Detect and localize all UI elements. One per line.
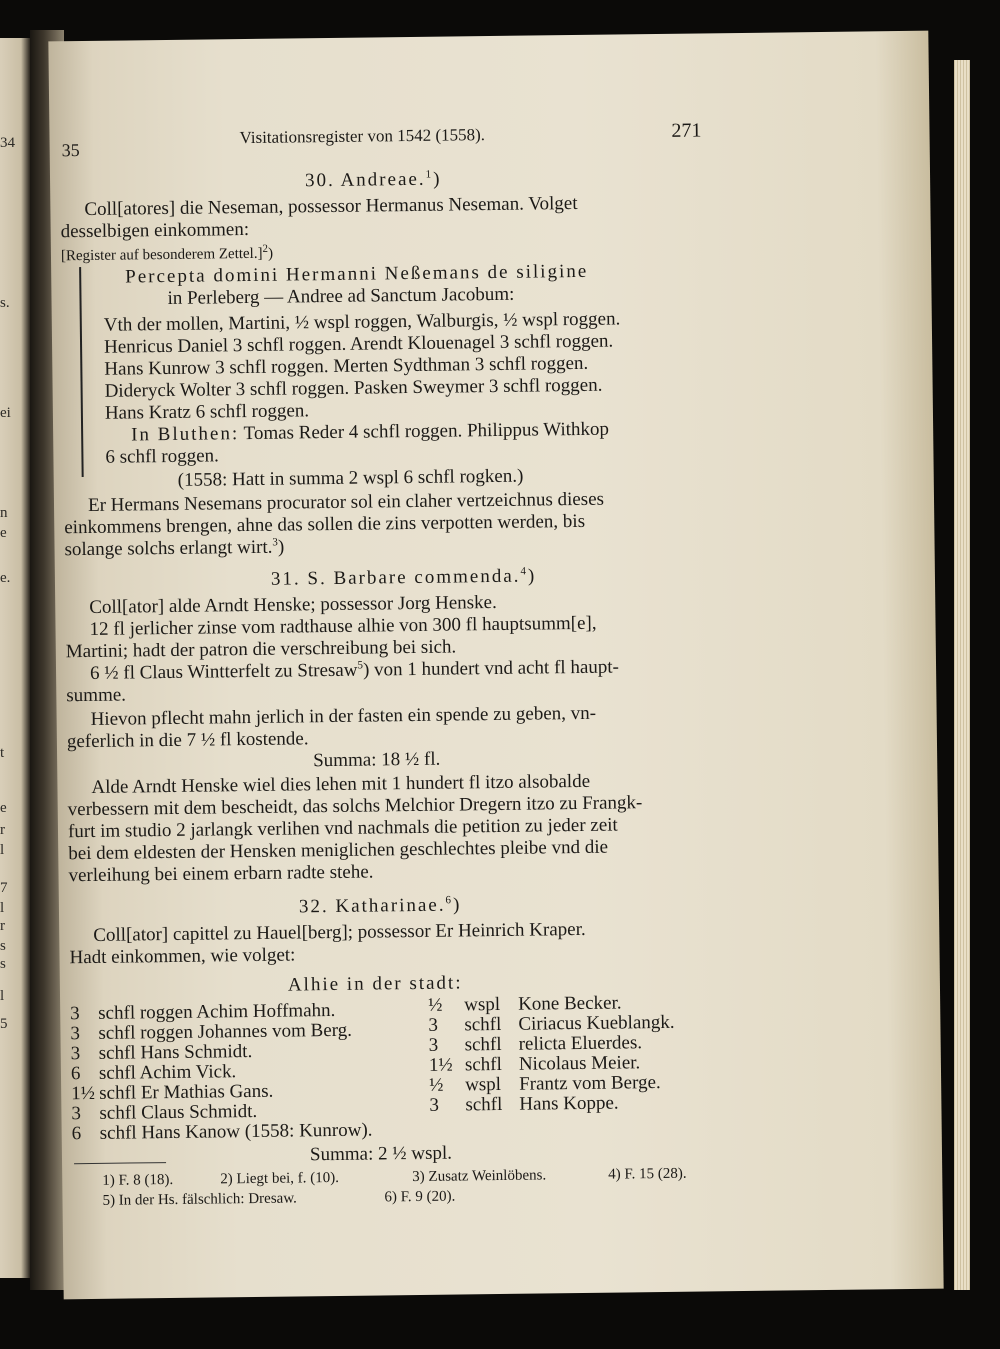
left-margin-fragment: 34 [0, 135, 15, 151]
summa-1558: (1558: Hatt in summa 2 wspl 6 schfl rogken.) [177, 465, 524, 491]
footnote-1: 1) F. 8 (18). [102, 1171, 174, 1189]
left-margin-fragment: r [0, 918, 5, 934]
left-margin-fragment: 7 [0, 880, 8, 896]
register-note: [Register auf besonderem Zettel.]$^2$) [60, 242, 274, 265]
left-list-text: schfl Hans Kanow (1558: Kunrow). [99, 1119, 373, 1144]
andreae-closing-1: Er Hermans Nesemans procurator sol ein claher vertzeichnus dieses [87, 488, 605, 516]
barbare-summa: Summa: 18 ½ fl. [313, 748, 441, 772]
andreae-entry-3: Hans Kunrow 3 schfl roggen. Merten Sydthman 3 schfl roggen. [104, 352, 589, 380]
andreae-entry-4: Dideryck Wolter 3 schfl roggen. Pasken Sweymer 3 schfl roggen. [104, 374, 603, 402]
section-title-katharinae: 32. Katharinae.$^6$) [298, 894, 462, 918]
andreae-entry-5: Hans Kratz 6 schfl roggen. [104, 400, 310, 424]
footnote-3: 3) Zusatz Weinlöbens. [412, 1167, 547, 1186]
katharinae-line-1: Coll[ator] capittel zu Hauel[berg]; possessor Er Heinrich Kraper. [93, 918, 586, 946]
barbare-closing-2: verbessern mit dem bescheidt, das solchs Melchior Dregern itzo zu Frangk- [67, 792, 643, 821]
right-list-qty: 3 [428, 1034, 439, 1056]
left-list-qty: 3 [70, 1023, 81, 1045]
left-list-text: schfl Hans Schmidt. [98, 1041, 253, 1064]
section-title-andreae: 30. Andreae.$^1$) [304, 168, 442, 192]
left-list-text: schfl roggen Johannes vom Berg. [98, 1019, 353, 1044]
left-margin-fragment: e [0, 525, 7, 541]
left-list-text: schfl roggen Achim Hoffmahn. [98, 999, 336, 1024]
right-list-qty: ½ [428, 994, 443, 1016]
barbare-line-4: 6 ½ fl Claus Wintterfelt zu Stresaw$^5$) von 1 hundert vnd acht fl haupt- [89, 656, 620, 684]
left-list-text: schfl Claus Schmidt. [99, 1100, 258, 1124]
bluthen-cont: 6 schfl roggen. [105, 445, 220, 468]
andreae-closing-2: einkommens brengen, ahne das sollen die zins verpotten werden, bis [64, 510, 586, 539]
footnote-6: 6) F. 9 (20). [384, 1188, 456, 1206]
left-list-text: schfl Er Mathias Gans. [99, 1080, 274, 1104]
left-margin-fragment: e. [0, 570, 11, 586]
right-list-text: Frantz vom Berge. [518, 1072, 661, 1095]
left-margin-fragment: n [0, 505, 8, 521]
barbare-line-1: Coll[ator] alde Arndt Henske; possessor Jorg Henske. [89, 591, 497, 618]
footnote-2: 2) Liegt bei, f. (10). [220, 1169, 340, 1188]
right-list-unit: schfl [464, 1053, 502, 1076]
sheet-number: 35 [61, 140, 80, 161]
margin-bar [79, 267, 84, 477]
left-margin-fragment: s. [0, 295, 10, 311]
right-list-qty: 3 [429, 1094, 440, 1116]
barbare-line-7: geferlich in die 7 ½ fl kostende. [66, 728, 309, 753]
barbare-closing-4: bei dem eldesten der Hensken meniglichen geschlechtes pleibe vnd die [68, 836, 609, 865]
barbare-line-5: summe. [66, 684, 127, 707]
andreae-line-2: desselbigen einkommen: [60, 218, 250, 243]
income-list-left [48, 31, 928, 42]
left-margin-fragment: s [0, 938, 6, 954]
left-list-qty: 6 [70, 1063, 81, 1085]
running-title: Visitationsregister von 1542 (1558). [239, 125, 486, 148]
book-page [48, 31, 943, 1300]
left-margin-fragment: e [0, 800, 7, 816]
left-margin-fragment: ei [0, 405, 11, 421]
right-list-qty: 3 [428, 1014, 439, 1036]
right-list-qty: ½ [429, 1074, 444, 1096]
right-list-unit: wspl [464, 993, 501, 1016]
left-list-qty: 3 [70, 1003, 80, 1025]
footnote-rule [74, 1162, 166, 1164]
section-title-barbare: 31. S. Barbare commenda.$^4$) [270, 565, 537, 590]
left-margin-fragment: l [0, 842, 5, 858]
left-margin-fragment: s [0, 956, 6, 972]
left-list-qty: 1½ [71, 1082, 96, 1105]
right-list-unit: schfl [465, 1093, 503, 1116]
alhie-heading: Alhie in der stadt: [287, 972, 463, 996]
right-list-unit: schfl [464, 1033, 502, 1056]
left-list-qty: 3 [71, 1103, 82, 1125]
left-list-qty: 3 [70, 1043, 81, 1065]
footnote-5: 5) In der Hs. fälschlich: Dresaw. [102, 1190, 297, 1209]
percepta-line-1: Percepta domini Hermanni Neßemans de siligine [125, 260, 589, 288]
andreae-closing-3: solange solchs erlangt wirt.$^3$) [64, 536, 285, 561]
left-margin-fragment: l [0, 900, 5, 916]
barbare-closing-5: verleihung bei einem erbarn radte stehe. [68, 861, 374, 887]
barbare-closing-3: furt im studio 2 jarlangk verlihen vnd nachmals die petition zu jeder zeit [67, 814, 618, 843]
andreae-line-1: Coll[atores] die Neseman, possessor Hermanus Neseman. Volget [84, 192, 578, 220]
adjacent-left-page [0, 38, 30, 1278]
page-edges [954, 60, 970, 1290]
barbare-line-3: Martini; hadt der patron die verschreibung bei sich. [65, 636, 457, 663]
right-list-text: relicta Eluerdes. [518, 1032, 643, 1055]
katharinae-line-2: Hadt einkommen, wie volget: [69, 944, 296, 969]
percepta-line-2: in Perleberg — Andree ad Sanctum Jacobum: [167, 283, 515, 309]
right-list-text: Ciriacus Kueblangk. [518, 1011, 675, 1035]
income-list-right [48, 31, 928, 42]
barbare-line-6: Hievon pflecht mahn jerlich in der fasten ein spende zu geben, vn- [90, 702, 597, 730]
barbare-closing-1: Alde Arndt Henske wiel dies lehen mit 1 hundert fl itzo alsobalde [91, 770, 591, 798]
right-list-text: Nicolaus Meier. [518, 1052, 641, 1075]
bluthen-line: In Bluthen: Tomas Reder 4 schfl roggen. Philippus Withkop [131, 418, 610, 446]
right-list-qty: 1½ [428, 1054, 453, 1076]
left-margin-fragment: 5 [0, 1016, 8, 1032]
footnote-4: 4) F. 15 (28). [608, 1165, 687, 1183]
andreae-entry-2: Henricus Daniel 3 schfl roggen. Arendt Klouenagel 3 schfl roggen. [103, 330, 614, 358]
left-list-text: schfl Achim Vick. [98, 1061, 237, 1084]
left-list-qty: 6 [71, 1123, 82, 1145]
left-margin-fragment: r [0, 822, 5, 838]
right-list-unit: wspl [464, 1073, 502, 1096]
page-number: 271 [671, 119, 702, 142]
right-list-text: Hans Koppe. [519, 1092, 619, 1115]
left-margin-fragment: t [0, 745, 5, 761]
katharinae-summa: Summa: 2 ½ wspl. [309, 1142, 453, 1166]
barbare-line-2: 12 fl jerlicher zinse vom radthause alhie von 300 fl hauptsumm[e], [89, 612, 597, 640]
left-margin-fragment: l [0, 988, 5, 1004]
right-list-unit: schfl [464, 1013, 502, 1036]
right-list-text: Kone Becker. [518, 992, 622, 1015]
andreae-entry-1: Vth der mollen, Martini, ½ wspl roggen, Walburgis, ½ wspl roggen. [103, 308, 621, 336]
